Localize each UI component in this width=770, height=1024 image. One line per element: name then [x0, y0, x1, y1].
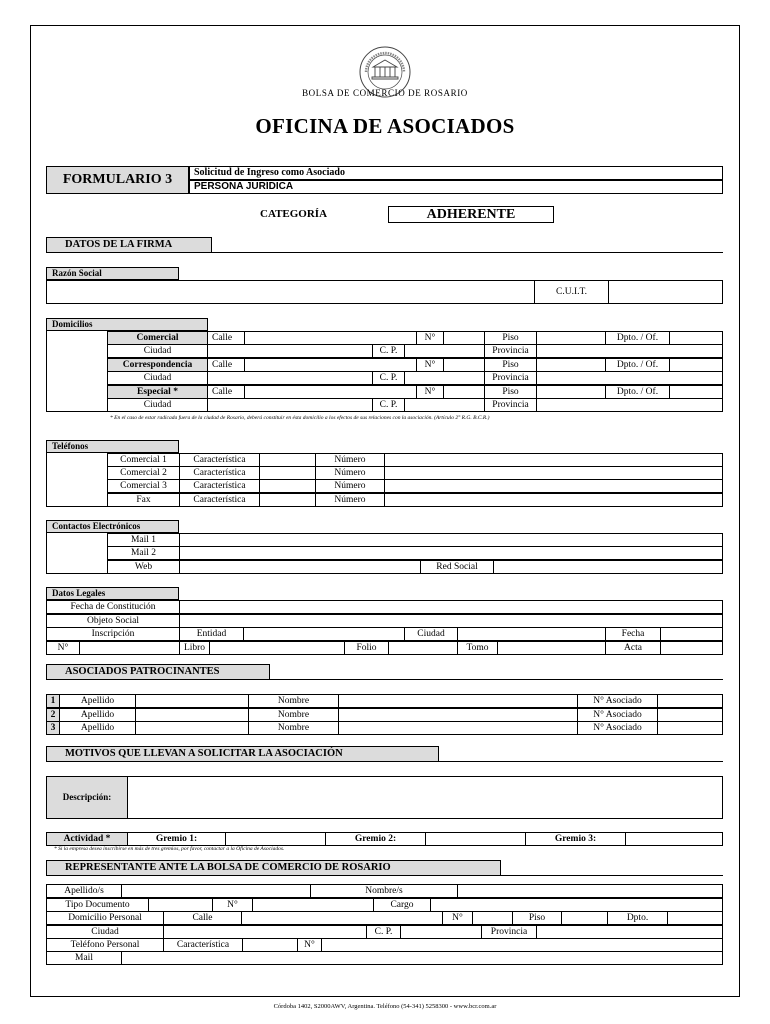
caracteristica-label: Característica — [179, 479, 260, 493]
gremio3-field[interactable] — [625, 832, 723, 846]
ciudad-field[interactable] — [207, 344, 373, 358]
patrocinante-number: 3 — [46, 721, 60, 735]
ciudad-field[interactable] — [207, 371, 373, 385]
gremio1-field[interactable] — [225, 832, 326, 846]
web-label: Web — [107, 560, 180, 574]
patrocinante-number: 1 — [46, 694, 60, 708]
numero-label: Número — [315, 453, 385, 467]
ciudad-label: Ciudad — [404, 627, 458, 641]
dpto-label: Dpto. / Of. — [605, 358, 670, 372]
caracteristica-label: Característica — [163, 938, 243, 952]
ciudad-field[interactable] — [163, 925, 367, 939]
caracteristica-label: Característica — [179, 453, 260, 467]
piso-field[interactable] — [536, 358, 606, 372]
caracteristica-field[interactable] — [259, 466, 316, 480]
piso-field[interactable] — [561, 911, 608, 925]
fecha-label: Fecha — [605, 627, 661, 641]
gremio1-label: Gremio 1: — [127, 832, 226, 846]
apellido-field[interactable] — [135, 708, 249, 722]
nombre-label: Nombre — [248, 694, 339, 708]
domicilio-type-comercial: Comercial — [107, 331, 208, 345]
fecha-field[interactable] — [660, 627, 723, 641]
cargo-field[interactable] — [430, 898, 723, 912]
numero-label: Número — [315, 466, 385, 480]
mail-label: Mail — [46, 951, 122, 965]
ciudad-label: Ciudad — [107, 344, 208, 358]
nro-field[interactable] — [443, 385, 485, 399]
cp-label: C. P. — [372, 398, 405, 412]
nro-field[interactable] — [252, 898, 374, 912]
nro-label: N° — [416, 385, 444, 399]
nombres-label: Nombre/s — [310, 884, 458, 898]
nombres-field[interactable] — [457, 884, 723, 898]
dpto-field[interactable] — [669, 331, 723, 345]
cuit-label: C.U.I.T. — [534, 280, 609, 304]
descripcion-field[interactable] — [127, 776, 723, 819]
provincia-label: Provincia — [484, 371, 537, 385]
calle-field[interactable] — [244, 358, 417, 372]
nombre-label: Nombre — [248, 708, 339, 722]
cp-label: C. P. — [372, 344, 405, 358]
domicilio-footnote: * En el caso de estar radicada fuera de la ciudad de Rosario, deberá constituir en ésta domicilio a los efectos de sus relaciones con la asociación. (Artículo 2° R.G. B.C.R.) — [110, 415, 490, 421]
acta-field[interactable] — [660, 641, 723, 655]
folio-label: Folio — [344, 641, 389, 655]
section-rule — [270, 679, 723, 680]
nro-asociado-label: N° Asociado — [577, 694, 658, 708]
dpto-field[interactable] — [667, 911, 723, 925]
tipo-documento-field[interactable] — [148, 898, 213, 912]
telefono-field[interactable] — [321, 938, 723, 952]
piso-label: Piso — [484, 385, 537, 399]
cp-label: C. P. — [366, 925, 401, 939]
descripcion-label: Descripción: — [46, 776, 128, 819]
mail2-field[interactable] — [179, 546, 723, 560]
acta-label: Acta — [605, 641, 661, 655]
entidad-label: Entidad — [179, 627, 244, 641]
nombre-field[interactable] — [338, 708, 578, 722]
nombre-field[interactable] — [338, 721, 578, 735]
page-title: OFICINA DE ASOCIADOS — [255, 114, 515, 138]
nro-label: N° — [46, 641, 80, 655]
fecha-constitucion-field[interactable] — [179, 600, 723, 614]
gremio2-field[interactable] — [425, 832, 526, 846]
apellido-field[interactable] — [135, 694, 249, 708]
numero-field[interactable] — [384, 493, 723, 507]
objeto-social-field[interactable] — [179, 614, 723, 628]
libro-label: Libro — [179, 641, 210, 655]
section-rule — [501, 875, 723, 876]
apellido-field[interactable] — [135, 721, 249, 735]
section-rule — [439, 761, 723, 762]
domicilio-type-correspondencia: Correspondencia — [107, 358, 208, 372]
nro-field[interactable] — [443, 358, 485, 372]
cargo-label: Cargo — [373, 898, 431, 912]
nro-field[interactable] — [472, 911, 513, 925]
telefono-type: Comercial 3 — [107, 479, 180, 493]
cp-field[interactable] — [404, 398, 485, 412]
numero-field[interactable] — [384, 466, 723, 480]
nro-label: N° — [416, 331, 444, 345]
dpto-field[interactable] — [669, 385, 723, 399]
apellido-label: Apellido — [59, 694, 136, 708]
libro-field[interactable] — [209, 641, 345, 655]
piso-field[interactable] — [536, 331, 606, 345]
section-representante: REPRESENTANTE ANTE LA BOLSA DE COMERCIO DE ROSARIO — [46, 860, 501, 876]
section-datos-firma: DATOS DE LA FIRMA — [46, 237, 212, 253]
apellidos-label: Apellido/s — [46, 884, 122, 898]
gremio2-label: Gremio 2: — [325, 832, 426, 846]
tomo-label: Tomo — [457, 641, 498, 655]
red-social-field[interactable] — [493, 560, 723, 574]
dpto-label: Dpto. — [607, 911, 668, 925]
calle-field[interactable] — [244, 331, 417, 345]
piso-label: Piso — [484, 358, 537, 372]
numero-field[interactable] — [384, 479, 723, 493]
caracteristica-field[interactable] — [259, 479, 316, 493]
mail2-label: Mail 2 — [107, 546, 180, 560]
ciudad-label: Ciudad — [107, 398, 208, 412]
gremio-footnote: * Si la empresa desea inscribirse en más de tres gremios, por favor, contactar a la Oficina de Asociados. — [54, 846, 285, 852]
legales-label: Datos Legales — [46, 587, 179, 600]
mail1-field[interactable] — [179, 533, 723, 547]
calle-label: Calle — [163, 911, 242, 925]
domicilio-personal-label: Domicilio Personal — [46, 911, 164, 925]
red-social-label: Red Social — [420, 560, 494, 574]
calle-label: Calle — [207, 385, 245, 399]
piso-field[interactable] — [536, 385, 606, 399]
tipo-documento-label: Tipo Documento — [46, 898, 149, 912]
provincia-field[interactable] — [536, 344, 723, 358]
caracteristica-label: Característica — [179, 493, 260, 507]
cp-label: C. P. — [372, 371, 405, 385]
telefono-type: Comercial 1 — [107, 453, 180, 467]
numero-label: Número — [315, 479, 385, 493]
nro-label: N° — [212, 898, 253, 912]
cuit-field[interactable] — [608, 280, 723, 304]
form-number: FORMULARIO 3 — [46, 166, 189, 194]
razon-social-label: Razón Social — [46, 267, 179, 280]
mail-field[interactable] — [121, 951, 723, 965]
form-subtitle: Solicitud de Ingreso como Asociado — [189, 166, 723, 180]
caracteristica-field[interactable] — [242, 938, 298, 952]
piso-label: Piso — [512, 911, 562, 925]
telefonos-indent — [46, 453, 108, 507]
actividad-label: Actividad * — [46, 832, 128, 846]
provincia-field[interactable] — [536, 371, 723, 385]
inscripcion-label: Inscripción — [46, 627, 180, 641]
apellido-label: Apellido — [59, 721, 136, 735]
caracteristica-field[interactable] — [259, 453, 316, 467]
ciudad-field[interactable] — [457, 627, 606, 641]
provincia-label: Provincia — [481, 925, 537, 939]
calle-label: Calle — [207, 331, 245, 345]
nombre-label: Nombre — [248, 721, 339, 735]
entidad-field[interactable] — [243, 627, 405, 641]
caracteristica-field[interactable] — [259, 493, 316, 507]
domicilios-label: Domicilios — [46, 318, 208, 331]
category-label: CATEGORÍA — [260, 208, 328, 220]
nro-field[interactable] — [443, 331, 485, 345]
telefono-type: Fax — [107, 493, 180, 507]
nro-asociado-label: N° Asociado — [577, 708, 658, 722]
objeto-social-label: Objeto Social — [46, 614, 180, 628]
nro-label: N° — [297, 938, 322, 952]
numero-field[interactable] — [384, 453, 723, 467]
telefono-personal-label: Teléfono Personal — [46, 938, 164, 952]
telefono-type: Comercial 2 — [107, 466, 180, 480]
dpto-label: Dpto. / Of. — [605, 385, 670, 399]
apellidos-field[interactable] — [121, 884, 311, 898]
cp-field[interactable] — [400, 925, 482, 939]
cp-field[interactable] — [404, 371, 485, 385]
nro-asociado-field[interactable] — [657, 708, 723, 722]
domicilios-indent — [46, 331, 108, 412]
nro-field[interactable] — [79, 641, 180, 655]
caracteristica-label: Característica — [179, 466, 260, 480]
nro-label: N° — [416, 358, 444, 372]
folio-field[interactable] — [388, 641, 458, 655]
fecha-constitucion-label: Fecha de Constitución — [46, 600, 180, 614]
calle-field[interactable] — [241, 911, 443, 925]
nro-asociado-label: N° Asociado — [577, 721, 658, 735]
dpto-label: Dpto. / Of. — [605, 331, 670, 345]
nro-label: N° — [442, 911, 473, 925]
provincia-field[interactable] — [536, 398, 723, 412]
form-person-type: PERSONA JURÍDICA — [189, 180, 723, 194]
ciudad-label: Ciudad — [46, 925, 164, 939]
cp-field[interactable] — [404, 344, 485, 358]
patrocinante-number: 2 — [46, 708, 60, 722]
brand-name: BOLSA DE COMERCIO DE ROSARIO — [302, 88, 468, 98]
section-patrocinantes: ASOCIADOS PATROCINANTES — [46, 664, 270, 680]
calle-field[interactable] — [244, 385, 417, 399]
contactos-indent — [46, 533, 108, 574]
mail1-label: Mail 1 — [107, 533, 180, 547]
ciudad-label: Ciudad — [107, 371, 208, 385]
provincia-field[interactable] — [536, 925, 723, 939]
category-value: ADHERENTE — [388, 206, 554, 223]
provincia-label: Provincia — [484, 398, 537, 412]
nro-asociado-field[interactable] — [657, 694, 723, 708]
apellido-label: Apellido — [59, 708, 136, 722]
section-rule — [212, 252, 723, 253]
calle-label: Calle — [207, 358, 245, 372]
footer-address: Córdoba 1402, S2000AWV, Argentina. Teléfono (54-341) 5258300 - www.bcr.com.ar — [273, 1003, 497, 1010]
telefonos-label: Teléfonos — [46, 440, 179, 453]
tomo-field[interactable] — [497, 641, 606, 655]
nombre-field[interactable] — [338, 694, 578, 708]
section-motivos: MOTIVOS QUE LLEVAN A SOLICITAR LA ASOCIACIÓN — [46, 746, 439, 762]
nro-asociado-field[interactable] — [657, 721, 723, 735]
provincia-label: Provincia — [484, 344, 537, 358]
piso-label: Piso — [484, 331, 537, 345]
gremio3-label: Gremio 3: — [525, 832, 626, 846]
numero-label: Número — [315, 493, 385, 507]
contactos-label: Contactos Electrónicos — [46, 520, 179, 533]
domicilio-type-especial: Especial * — [107, 385, 208, 399]
web-field[interactable] — [179, 560, 421, 574]
ciudad-field[interactable] — [207, 398, 373, 412]
dpto-field[interactable] — [669, 358, 723, 372]
